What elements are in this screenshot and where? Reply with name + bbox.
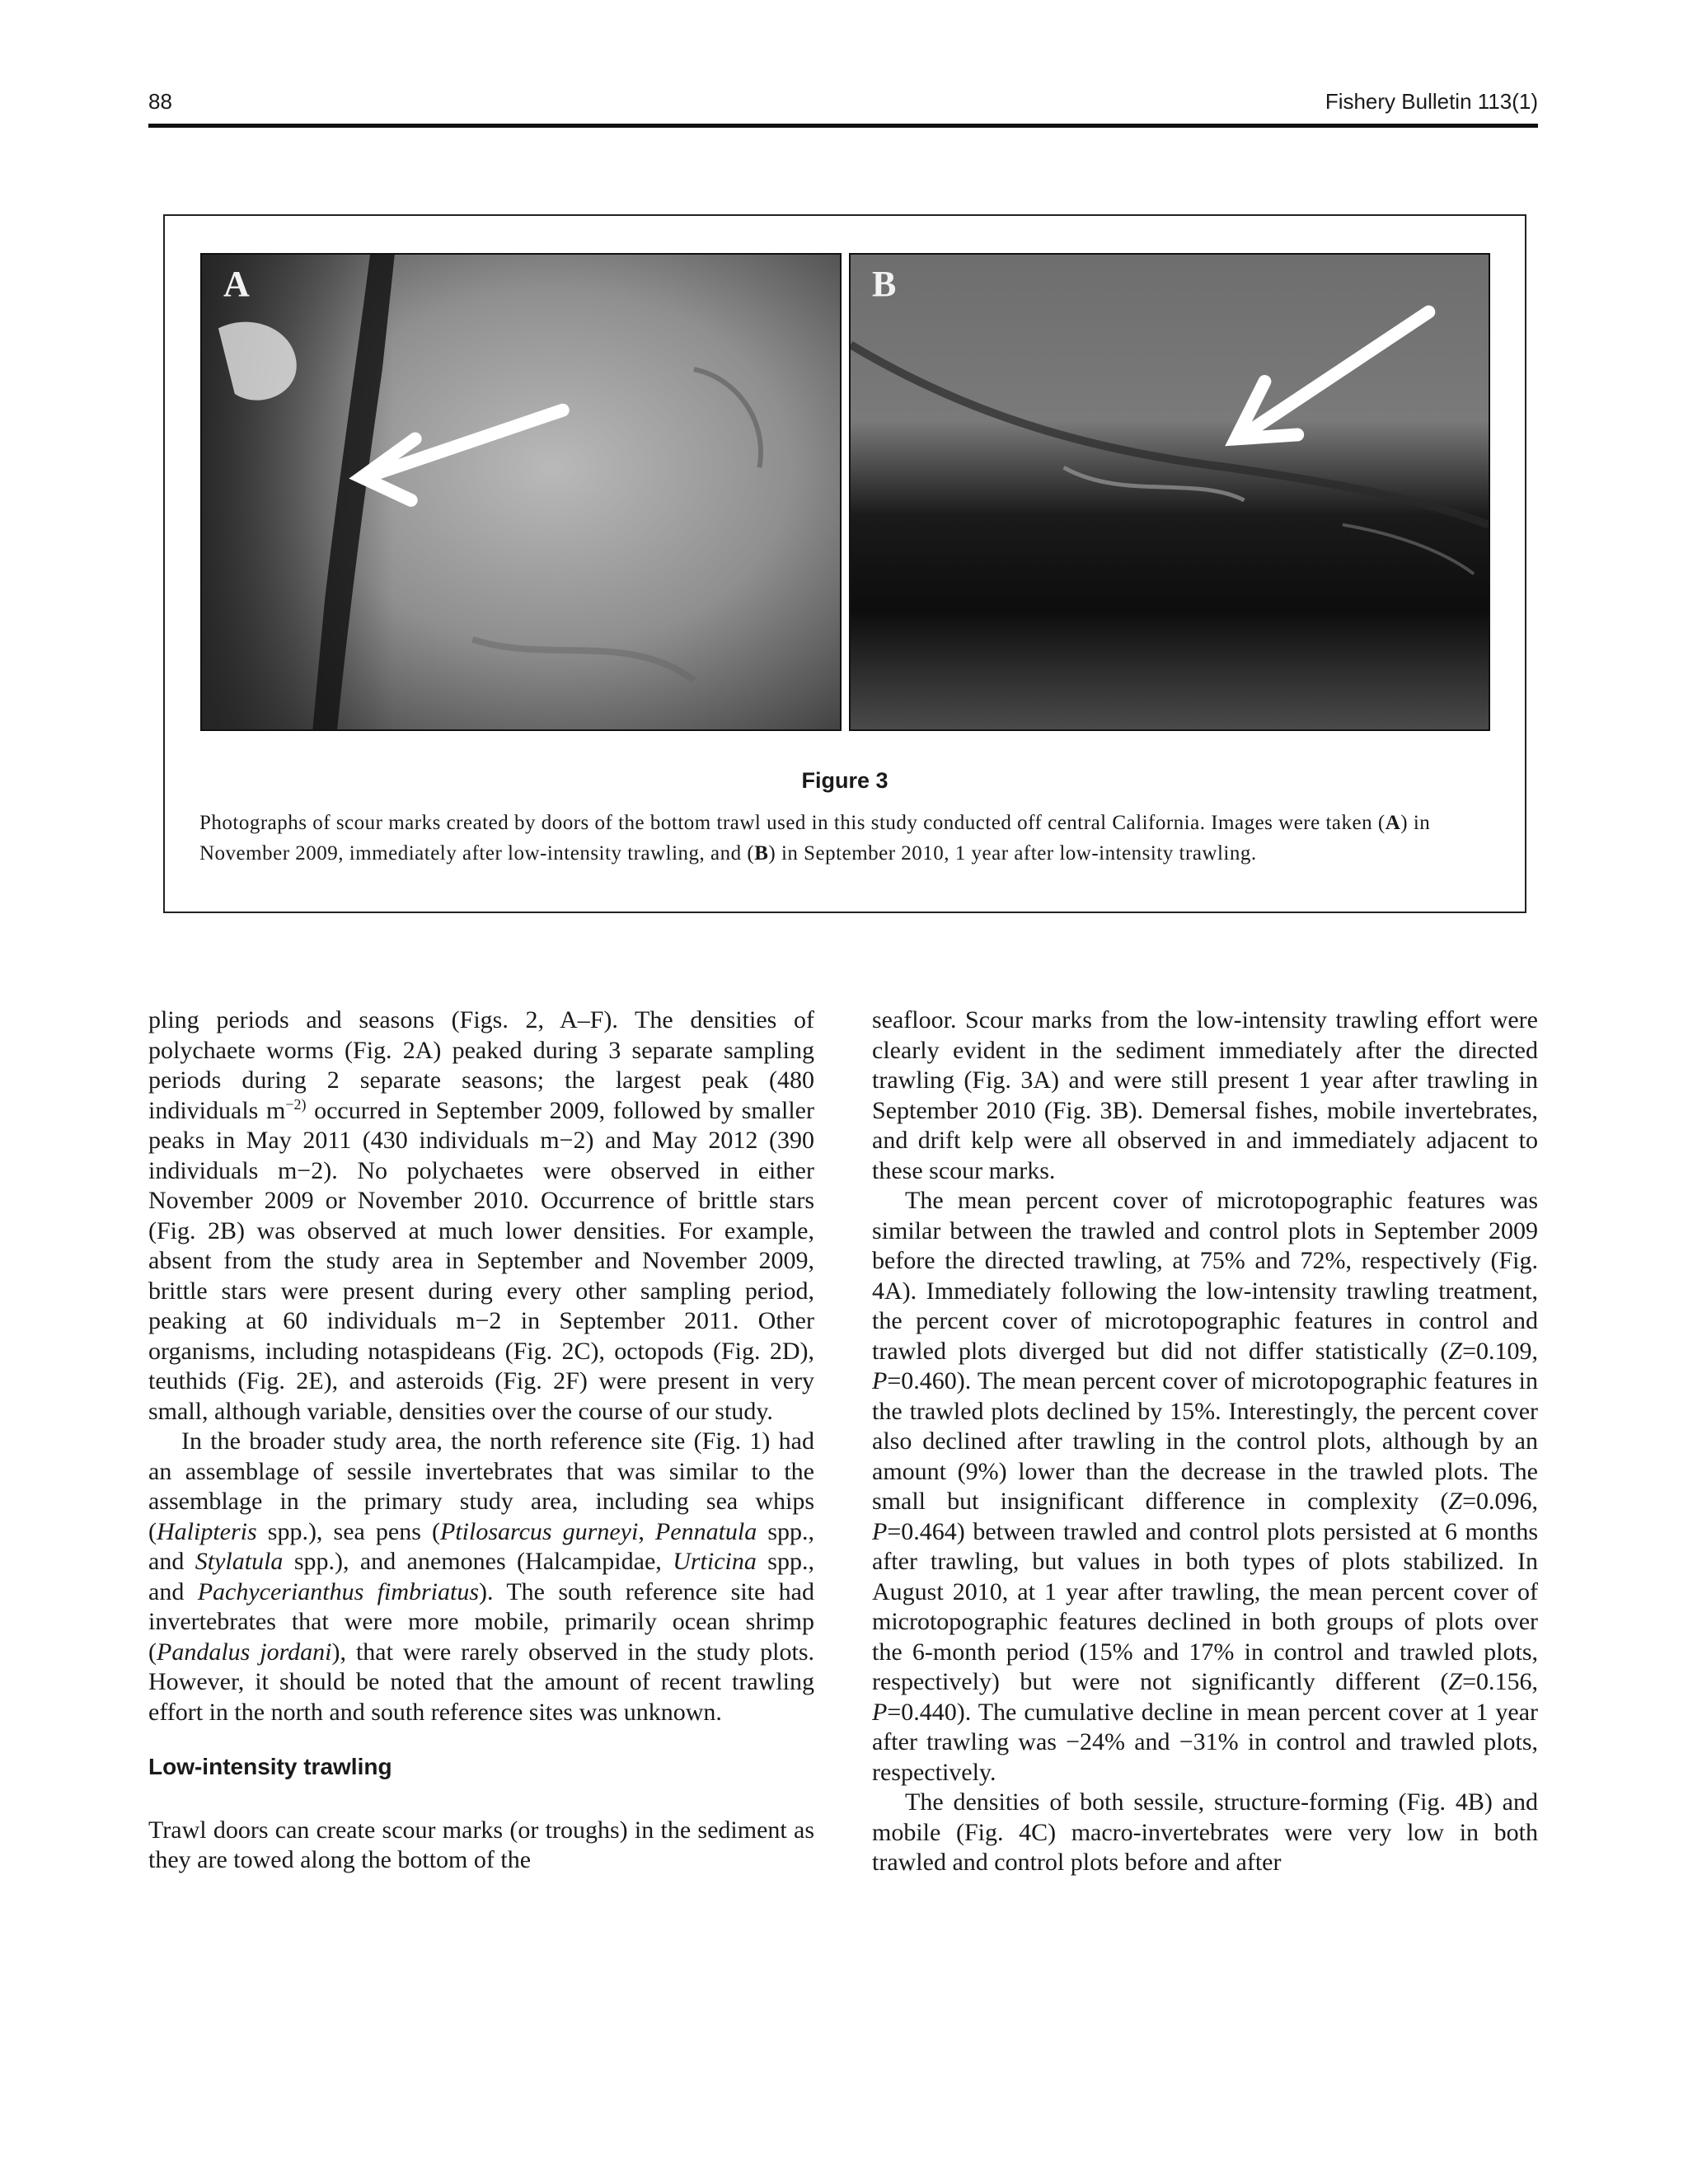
- page-number: 88: [148, 89, 172, 114]
- section-heading: Low-intensity trawling: [148, 1754, 392, 1779]
- paragraph: The densities of both sessile, structure-forming (Fig. 4B) and mobile (Fig. 4C) macro-invertebrates were very low in both trawled and control plots before and after: [872, 1788, 1538, 1876]
- photo-panel-a: [200, 253, 842, 731]
- figure-3: [163, 214, 1526, 913]
- photo-panel-b: [849, 253, 1490, 731]
- seafloor-photo-a: [202, 255, 840, 729]
- paragraph: In the broader study area, the north reference site (Fig. 1) had an assemblage of sessile invertebrates that was similar to the assemblage in the primary study area, including sea whips (Halipteris spp.), sea pens (Ptilosarcus gurneyi, Pennatula spp., and Stylatula spp.), and anemones (Halcampidae, Urticina spp., and Pachycerianthus fimbriatus). The south reference site had invertebrates that were more mobile, primarily ocean shrimp (Pandalus jordani), that were rarely observed in the study plots. However, it should be noted that the amount of recent trawling effort in the north and south reference sites was unknown.: [148, 1427, 815, 1726]
- seafloor-photo-b: [851, 255, 1489, 729]
- paragraph: Trawl doors can create scour marks (or troughs) in the sediment as they are towed along the bottom of the: [148, 1816, 814, 1873]
- paragraph: pling periods and seasons (Figs. 2, A–F). The densities of polychaete worms (Fig. 2A) peaked during 3 separate sampling periods during 2 separate seasons; the largest peak (480 individuals $m^{-2)}$ occurred in September 2009, followed by smaller peaks in May 2011 (430 individuals m−2) and May 2012 (390 individuals m−2). No polychaetes were observed in either November 2009 or November 2010. Occurrence of brittle stars (Fig. 2B) was observed at much lower densities. For example, absent from the study area in September and November 2009, brittle stars were present during every other sampling period, peaking at 60 individuals m−2 in September 2011. Other organisms, including notaspideans (Fig. 2C), octopods (Fig. 2D), teuthids (Fig. 2E), and asteroids (Fig. 2F) were present in very small, although variable, densities over the course of our study.: [148, 1006, 814, 1425]
- left-column: [148, 1005, 814, 1876]
- right-column: [872, 1005, 1538, 1878]
- panel-label-b: B: [872, 264, 897, 304]
- running-head: [148, 82, 1538, 128]
- panel-label-a: A: [223, 264, 250, 304]
- paragraph: The mean percent cover of microtopographic features was similar between the trawled and control plots in September 2009 before the directed trawling, at 75% and 72%, respectively (Fig. 4A). Immediately following the low-intensity trawling treatment, the percent cover of microtopographic features in control and trawled plots diverged but did not differ statistically (Z=0.109, P=0.460). The mean percent cover of microtopographic features in the trawled plots declined by 15%. Interestingly, the percent cover also declined after trawling in the control plots, although by an amount (9%) lower than the decrease in the trawled plots. The small but insignificant difference in complexity (Z=0.096, P=0.464) between trawled and control plots persisted at 6 months after trawling, but values in both types of plots stabilized. In August 2010, at 1 year after trawling, the mean percent cover of microtopographic features declined in both groups of plots over the 6-month period (15% and 17% in control and trawled plots, respectively) but were not significantly different (Z=0.156, P=0.440). The cumulative decline in mean percent cover at 1 year after trawling was −24% and −31% in control and trawled plots, respectively.: [872, 1187, 1538, 1786]
- journal-name: Fishery Bulletin 113(1): [1325, 89, 1538, 114]
- paragraph: seafloor. Scour marks from the low-intensity trawling effort were clearly evident in the sediment immediately after the directed trawling (Fig. 3A) and were still present 1 year after trawling in September 2010 (Fig. 3B). Demersal fishes, mobile invertebrates, and drift kelp were all observed in and immediately adjacent to these scour marks.: [872, 1006, 1538, 1184]
- figure-title: Figure 3: [801, 768, 889, 793]
- figure-caption: Photographs of scour marks created by doors of the bottom trawl used in this study conducted off central California. Images were taken (A) in November 2009, immediately after low-intensity trawling, and (B) in September 2010, 1 year after low-intensity trawling.: [199, 812, 1431, 865]
